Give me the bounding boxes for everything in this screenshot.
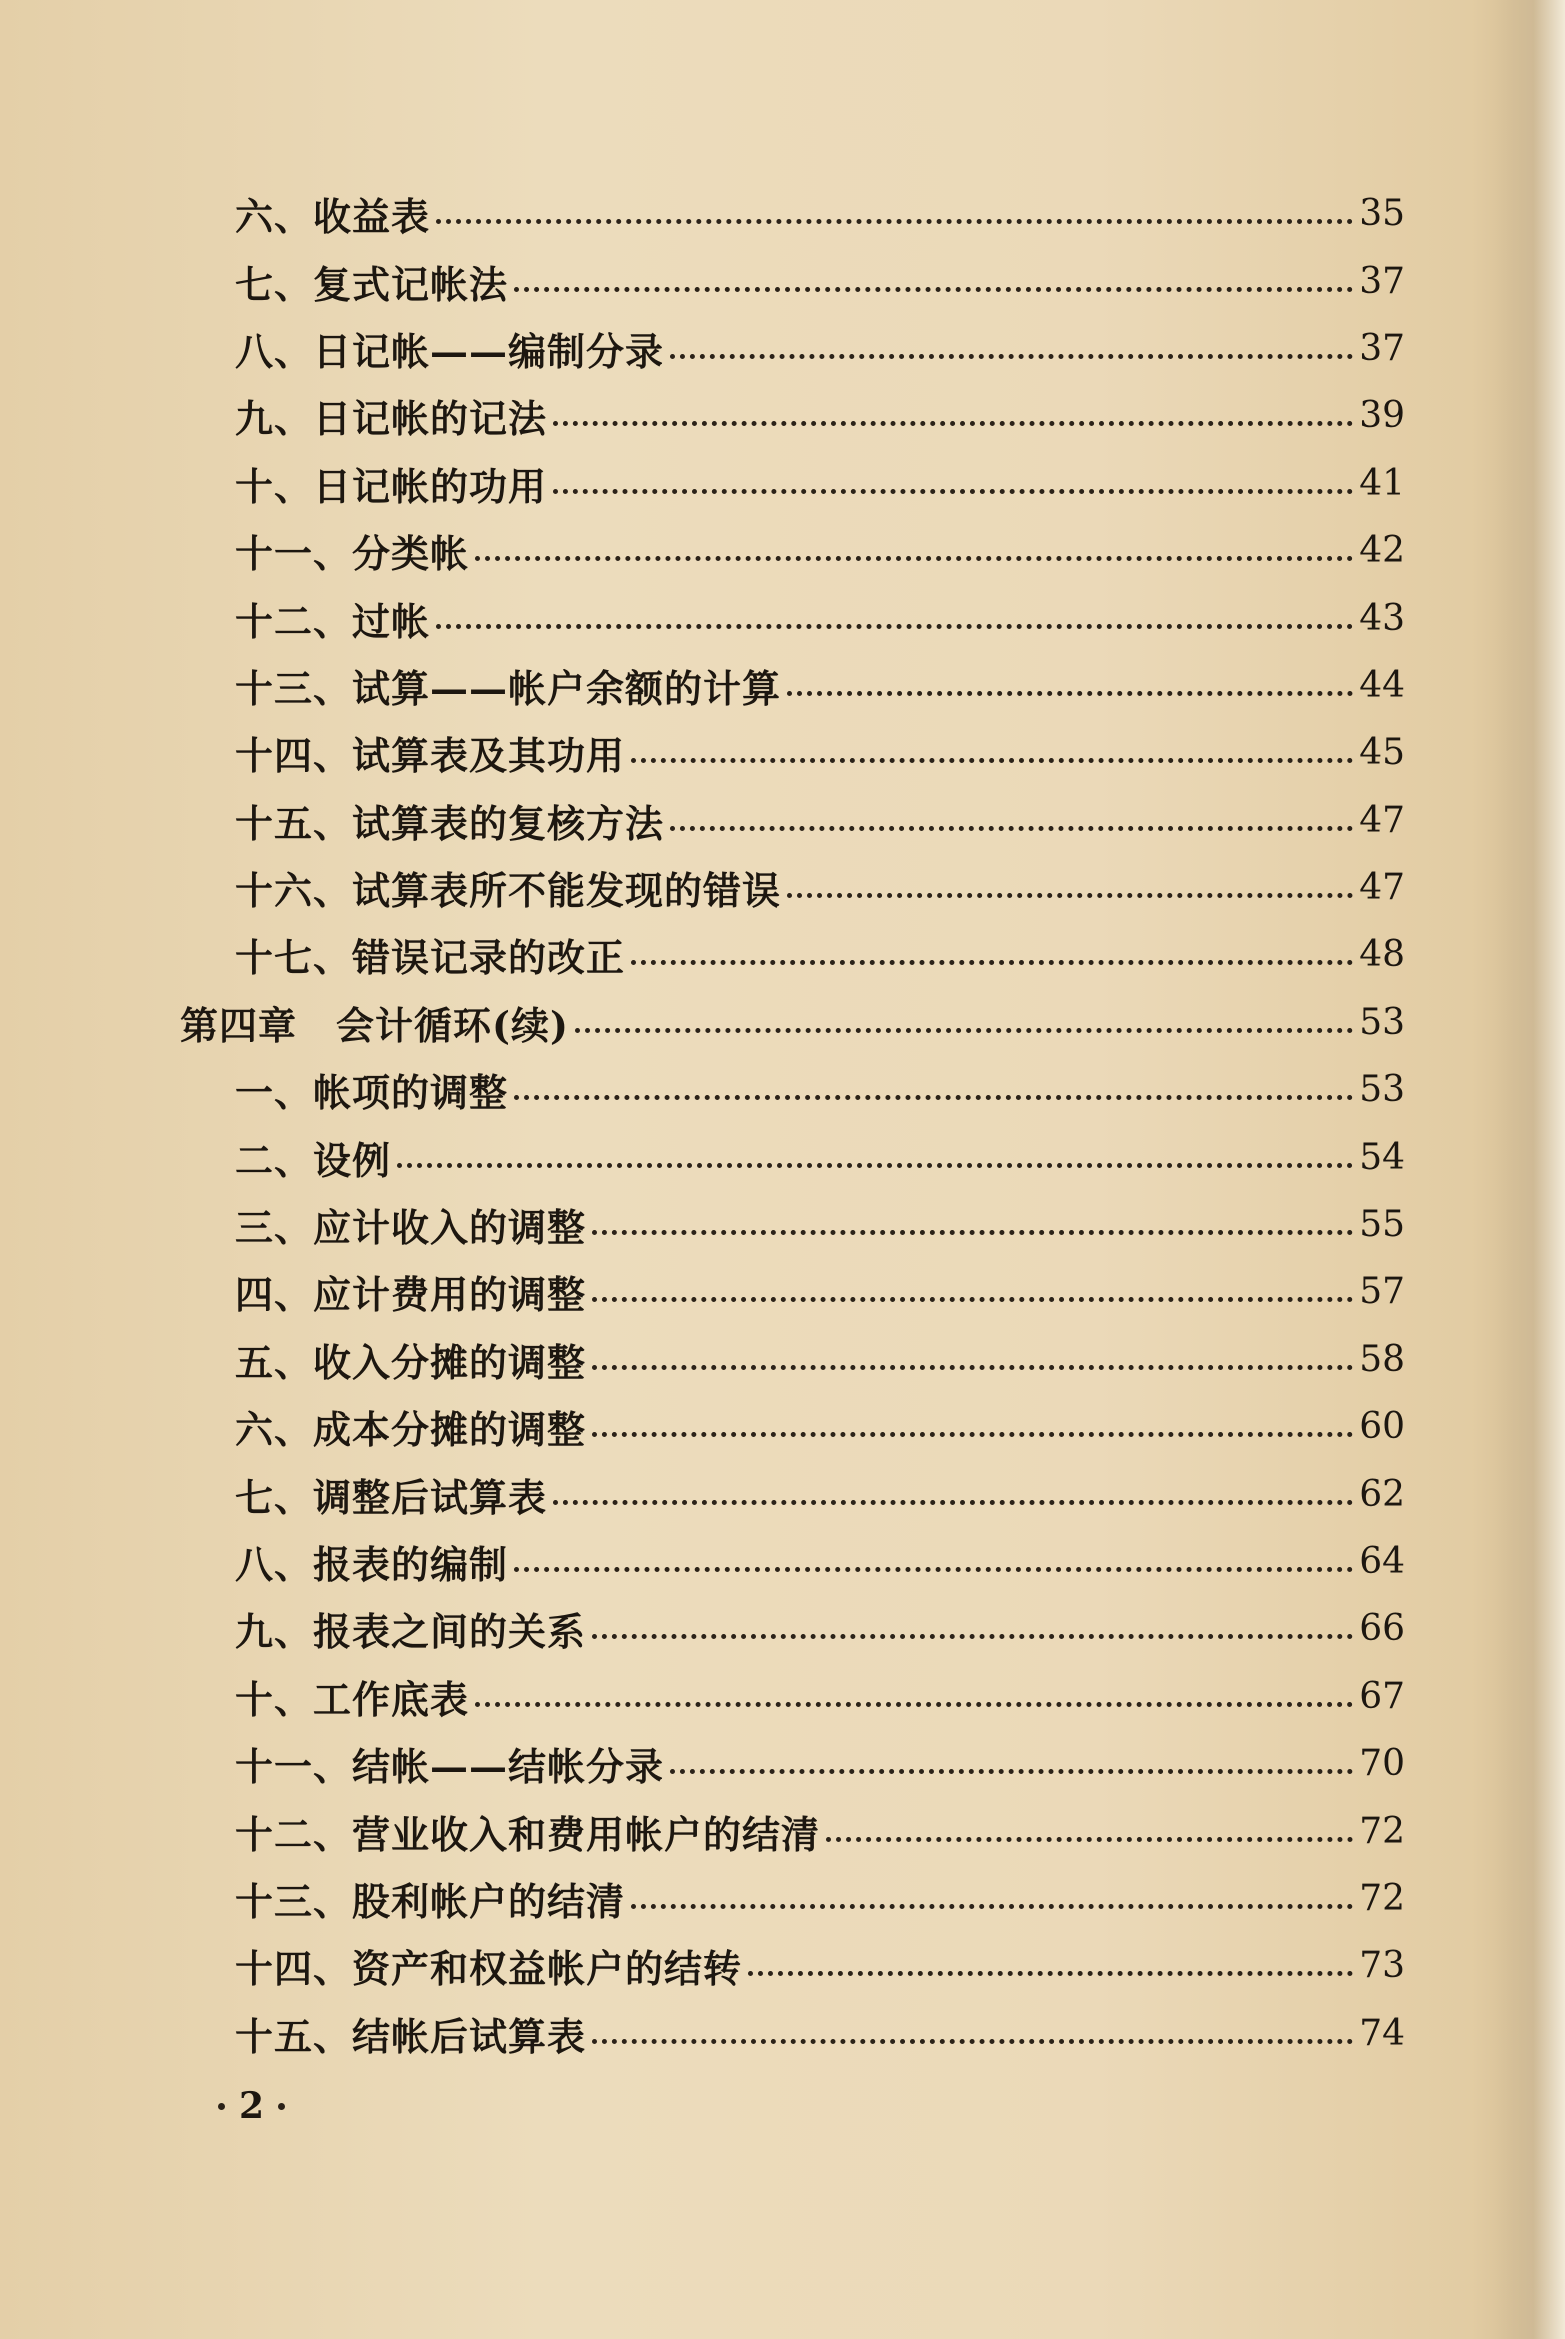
dot-leader: [670, 1769, 1353, 1774]
toc-entry-label: 十、日记帐的功用: [235, 463, 548, 509]
toc-entry-label: 十七、错误记录的改正: [235, 935, 626, 981]
toc-entry-page-number: 73: [1359, 1945, 1405, 1987]
toc-section-entry: [180, 1460, 1405, 1527]
dot-leader: [670, 826, 1353, 831]
toc-entry-label: 十五、试算表的复核方法: [235, 800, 665, 846]
dot-leader: [553, 1500, 1353, 1505]
toc-entry-label: 三、应计收入的调整: [235, 1205, 587, 1251]
footer-dot-icon: [278, 2103, 285, 2110]
dot-leader: [575, 1028, 1353, 1033]
toc-entry-label: 十一、分类帐: [235, 531, 470, 577]
toc-entry-page-number: 48: [1359, 934, 1405, 976]
dot-leader: [787, 893, 1353, 898]
dot-leader: [553, 421, 1353, 426]
table-of-contents: [180, 180, 1405, 2067]
toc-entry-page-number: 64: [1359, 1541, 1405, 1582]
toc-entry-page-number: 44: [1359, 664, 1405, 706]
toc-entry-page-number: 74: [1359, 2012, 1405, 2054]
dot-leader: [514, 287, 1353, 292]
toc-entry-label: 第四章 会计循环(续): [180, 1002, 569, 1048]
toc-entry-page-number: 37: [1359, 327, 1405, 369]
toc-entry-page-number: 72: [1359, 1810, 1405, 1852]
toc-entry-page-number: 55: [1359, 1204, 1405, 1246]
toc-entry-label: 十四、资产和权益帐户的结转: [235, 1946, 743, 1992]
dot-leader: [787, 691, 1353, 696]
toc-entry-label: 六、成本分摊的调整: [235, 1407, 587, 1453]
toc-section-entry: [180, 584, 1405, 651]
toc-entry-page-number: 45: [1359, 732, 1405, 774]
toc-section-entry: [180, 1393, 1405, 1460]
toc-section-entry: [180, 652, 1405, 719]
dot-leader: [475, 1702, 1353, 1707]
toc-entry-label: 七、复式记帐法: [235, 261, 509, 307]
dot-leader: [631, 758, 1353, 763]
dot-leader: [748, 1971, 1353, 1976]
toc-entry-label: 九、报表之间的关系: [235, 1609, 587, 1655]
toc-entry-label: 十一、结帐——结帐分录: [235, 1744, 665, 1790]
toc-section-entry: [180, 719, 1405, 786]
toc-entry-label: 十五、结帐后试算表: [235, 2013, 587, 2059]
toc-entry-page-number: 42: [1359, 530, 1405, 572]
dot-leader: [436, 624, 1353, 629]
toc-section-entry: [180, 1123, 1405, 1190]
toc-chapter-entry: [180, 989, 1405, 1056]
toc-entry-page-number: 47: [1359, 867, 1405, 909]
toc-entry-page-number: 47: [1359, 799, 1405, 841]
toc-section-entry: [180, 1932, 1405, 1999]
toc-entry-label: 六、收益表: [235, 194, 431, 240]
toc-section-entry: [180, 1730, 1405, 1797]
toc-entry-label: 一、帐项的调整: [235, 1070, 509, 1116]
toc-section-entry: [180, 1326, 1405, 1393]
dot-leader: [592, 2039, 1353, 2044]
toc-section-entry: [180, 1191, 1405, 1258]
page-edge: [1495, 0, 1565, 2339]
dot-leader: [826, 1837, 1353, 1842]
toc-entry-label: 十二、过帐: [235, 598, 431, 644]
toc-section-entry: [180, 517, 1405, 584]
toc-entry-label: 十三、股利帐户的结清: [235, 1878, 626, 1924]
toc-entry-page-number: 37: [1359, 260, 1405, 302]
dot-leader: [436, 219, 1353, 224]
toc-entry-label: 九、日记帐的记法: [235, 396, 548, 442]
footer-dot-icon: [218, 2103, 225, 2110]
dot-leader: [514, 1567, 1353, 1572]
toc-section-entry: [180, 1528, 1405, 1595]
dot-leader: [397, 1163, 1353, 1168]
footer-page-number: 2: [239, 2085, 265, 2127]
toc-entry-page-number: 35: [1359, 193, 1405, 235]
toc-entry-page-number: 57: [1359, 1271, 1405, 1313]
toc-section-entry: [180, 2000, 1405, 2067]
toc-entry-label: 二、设例: [235, 1137, 392, 1183]
dot-leader: [553, 489, 1353, 494]
page-footer: [218, 2085, 285, 2127]
toc-entry-page-number: 70: [1359, 1743, 1405, 1785]
toc-entry-label: 七、调整后试算表: [235, 1474, 548, 1520]
toc-section-entry: [180, 382, 1405, 449]
toc-entry-page-number: 58: [1359, 1338, 1405, 1380]
toc-section-entry: [180, 1056, 1405, 1123]
toc-section-entry: [180, 1865, 1405, 1932]
toc-section-entry: [180, 450, 1405, 517]
toc-entry-label: 八、日记帐——编制分录: [235, 328, 665, 374]
toc-entry-label: 四、应计费用的调整: [235, 1272, 587, 1318]
toc-entry-page-number: 60: [1359, 1406, 1405, 1448]
toc-section-entry: [180, 315, 1405, 382]
toc-entry-page-number: 53: [1359, 1069, 1405, 1111]
dot-leader: [631, 1904, 1353, 1909]
toc-entry-page-number: 72: [1359, 1877, 1405, 1919]
dot-leader: [592, 1634, 1353, 1639]
toc-entry-label: 十二、营业收入和费用帐户的结清: [235, 1811, 821, 1857]
toc-entry-label: 十三、试算——帐户余额的计算: [235, 665, 782, 711]
toc-section-entry: [180, 180, 1405, 247]
toc-section-entry: [180, 247, 1405, 314]
dot-leader: [475, 556, 1353, 561]
dot-leader: [592, 1297, 1353, 1302]
toc-entry-page-number: 39: [1359, 395, 1405, 437]
toc-entry-page-number: 53: [1359, 1001, 1405, 1043]
toc-entry-label: 十四、试算表及其功用: [235, 733, 626, 779]
toc-section-entry: [180, 1663, 1405, 1730]
dot-leader: [592, 1365, 1353, 1370]
toc-entry-page-number: 66: [1359, 1608, 1405, 1650]
toc-section-entry: [180, 787, 1405, 854]
toc-entry-page-number: 62: [1359, 1473, 1405, 1515]
dot-leader: [592, 1432, 1353, 1437]
toc-entry-label: 十、工作底表: [235, 1676, 470, 1722]
toc-entry-page-number: 54: [1359, 1136, 1405, 1178]
toc-entry-label: 十六、试算表所不能发现的错误: [235, 868, 782, 914]
dot-leader: [670, 354, 1353, 359]
toc-entry-page-number: 67: [1359, 1675, 1405, 1717]
toc-entry-label: 八、报表的编制: [235, 1542, 509, 1587]
dot-leader: [592, 1230, 1353, 1235]
toc-section-entry: [180, 1258, 1405, 1325]
toc-entry-label: 五、收入分摊的调整: [235, 1339, 587, 1385]
dot-leader: [631, 960, 1353, 965]
toc-section-entry: [180, 1595, 1405, 1662]
toc-entry-page-number: 41: [1359, 462, 1405, 504]
toc-entry-page-number: 43: [1359, 597, 1405, 639]
dot-leader: [514, 1095, 1353, 1100]
toc-section-entry: [180, 921, 1405, 988]
toc-section-entry: [180, 1797, 1405, 1864]
toc-section-entry: [180, 854, 1405, 921]
